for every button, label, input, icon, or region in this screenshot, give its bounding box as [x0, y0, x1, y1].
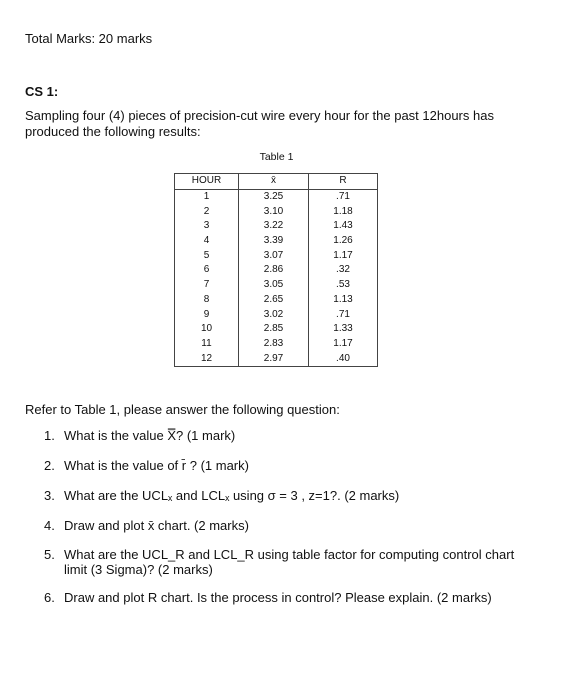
- table-row: [175, 219, 378, 234]
- cell-xbar: 3.10: [239, 204, 309, 219]
- cell-xbar: 3.05: [239, 278, 309, 293]
- question-item: [44, 518, 524, 547]
- question-item: [44, 458, 524, 488]
- table-row: [175, 278, 378, 293]
- table-row: [175, 263, 378, 278]
- question-number: 3.: [44, 488, 55, 503]
- question-number: 2.: [44, 458, 55, 473]
- cell-hour: 11: [175, 337, 239, 352]
- cell-range: .40: [309, 351, 378, 366]
- table-row: [175, 307, 378, 322]
- cell-xbar: 2.65: [239, 293, 309, 308]
- cell-xbar: 3.07: [239, 248, 309, 263]
- cell-hour: 1: [175, 189, 239, 204]
- question-text: What is the value of r̄ ? (1 mark): [64, 458, 249, 473]
- cell-range: .53: [309, 278, 378, 293]
- question-text: Draw and plot x̄ chart. (2 marks): [64, 518, 249, 533]
- question-text: Draw and plot R chart. Is the process in control? Please explain. (2 marks): [64, 590, 492, 605]
- table-row: [175, 189, 378, 204]
- table-row: [175, 322, 378, 337]
- cell-hour: 6: [175, 263, 239, 278]
- cell-xbar: 2.83: [239, 337, 309, 352]
- cell-hour: 5: [175, 248, 239, 263]
- cell-hour: 8: [175, 293, 239, 308]
- table-caption: Table 1: [259, 151, 294, 163]
- question-number: 1.: [44, 428, 55, 443]
- cell-range: .32: [309, 263, 378, 278]
- cell-hour: 3: [175, 219, 239, 234]
- cell-xbar: 3.25: [239, 189, 309, 204]
- sampling-data-table: [174, 173, 378, 367]
- total-marks: Total Marks: 20 marks: [25, 31, 153, 46]
- cell-xbar: 2.85: [239, 322, 309, 337]
- question-item: [44, 428, 524, 458]
- question-list: [44, 428, 524, 610]
- cell-hour: 4: [175, 234, 239, 249]
- question-item: [44, 547, 524, 590]
- cell-xbar: 3.39: [239, 234, 309, 249]
- cell-xbar: 2.97: [239, 351, 309, 366]
- cell-range: 1.17: [309, 337, 378, 352]
- cell-xbar: 3.02: [239, 307, 309, 322]
- question-text: What are the UCL_R and LCL_R using table factor for computing control chart limit (3 Sigma)? (2 marks): [64, 547, 515, 577]
- table-header-row: [175, 174, 378, 190]
- question-item: [44, 590, 524, 610]
- cell-hour: 2: [175, 204, 239, 219]
- cell-hour: 9: [175, 307, 239, 322]
- table-row: [175, 351, 378, 366]
- refer-instruction: Refer to Table 1, please answer the following question:: [25, 402, 340, 417]
- table-row: [175, 248, 378, 263]
- cell-xbar: 3.22: [239, 219, 309, 234]
- cell-range: 1.17: [309, 248, 378, 263]
- cell-range: 1.13: [309, 293, 378, 308]
- table-row: [175, 293, 378, 308]
- table-row: [175, 204, 378, 219]
- header-hour: HOUR: [175, 174, 239, 190]
- question-number: 6.: [44, 590, 55, 605]
- question-text: What are the UCLₓ and LCLₓ using σ = 3 , z=1?. (2 marks): [64, 488, 400, 503]
- cell-xbar: 2.86: [239, 263, 309, 278]
- section-title: CS 1:: [25, 84, 59, 99]
- table-row: [175, 234, 378, 249]
- cell-range: .71: [309, 189, 378, 204]
- question-number: 4.: [44, 518, 55, 533]
- cell-range: 1.26: [309, 234, 378, 249]
- cell-hour: 7: [175, 278, 239, 293]
- cell-range: 1.33: [309, 322, 378, 337]
- question-item: [44, 488, 524, 518]
- question-number: 5.: [44, 547, 55, 562]
- header-range: R: [309, 174, 378, 190]
- intro-paragraph: Sampling four (4) pieces of precision-cut wire every hour for the past 12hours has produced the following results:: [25, 108, 494, 139]
- cell-hour: 12: [175, 351, 239, 366]
- cell-hour: 10: [175, 322, 239, 337]
- header-xbar: x̄: [239, 174, 309, 190]
- question-text: What is the value X̿? (1 mark): [64, 428, 236, 443]
- cell-range: .71: [309, 307, 378, 322]
- cell-range: 1.18: [309, 204, 378, 219]
- table-row: [175, 337, 378, 352]
- cell-range: 1.43: [309, 219, 378, 234]
